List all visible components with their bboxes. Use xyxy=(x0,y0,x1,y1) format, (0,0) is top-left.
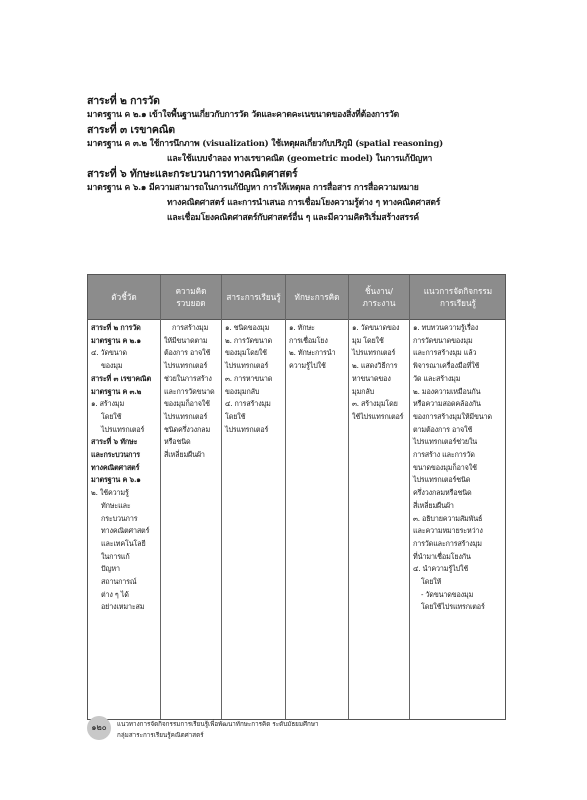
cell-line: ของมุมกลับ xyxy=(225,386,260,396)
cell-line: ๑. สร้างมุม xyxy=(91,399,125,409)
header-task: ชิ้นงาน/ ภาระงาน xyxy=(362,286,396,308)
header-indicator: ตัวชี้วัด xyxy=(111,292,137,302)
learning-plan-table xyxy=(87,274,506,720)
cell-line: ๒. การวัดขนาด xyxy=(225,335,272,345)
cell-line: หรือชนิด xyxy=(164,437,191,447)
cell-line: ทักษะและ xyxy=(101,500,131,510)
cell-line: ๑. ทักษะ xyxy=(289,323,315,332)
cell-line: ๓. การหาขนาด xyxy=(225,373,273,383)
cell-line: อย่างเหมาะสม xyxy=(101,602,145,612)
cell-line: มาตรฐาน ค ๓.๒ xyxy=(91,386,142,396)
col-divider-3 xyxy=(285,275,286,719)
cell-line: หรือความสอดคล้องกัน xyxy=(413,399,481,409)
header-divider xyxy=(88,319,505,320)
page-footer xyxy=(87,711,507,751)
header-thinking-skill: ทักษะการคิด xyxy=(294,292,340,302)
cell-line: และการสร้างมุม แล้ว xyxy=(413,348,477,358)
cell-indicator xyxy=(91,322,159,614)
cell-line: ทางคณิตศาสตร์ xyxy=(101,526,150,536)
cell-line: ใช้ไปรแทรกเตอร์ xyxy=(352,411,404,421)
strand-6-standard-cont-2: และเชื่อมโยงคณิตศาสตร์กับศาสตร์อื่น ๆ และมีความคิดริเริ่มสร้างสรรค์ xyxy=(167,213,419,223)
strand-6-standard-cont-1: ทางคณิตศาสตร์ และการนำเสนอ การเชื่อมโยงความรู้ต่าง ๆ ทางคณิตศาสตร์ xyxy=(167,198,441,208)
cell-line: ของมุมโดยใช้ xyxy=(225,348,267,358)
cell-thinking-skill xyxy=(289,322,347,373)
header-activity: แนวการจัดกิจกรรม การเรียนรู้ xyxy=(423,286,493,308)
cell-line: ช่วยในการสร้าง xyxy=(164,373,212,383)
cell-line: ครึ่งวงกลมหรือชนิด xyxy=(413,488,472,498)
header-concept: ความคิด รวบยอด xyxy=(175,286,207,308)
cell-task xyxy=(352,322,408,424)
cell-line: ของการสร้างมุมให้มีขนาด xyxy=(413,411,492,421)
strand-3-title: สาระที่ ๓ เรขาคณิต xyxy=(87,124,175,136)
cell-line: ๔. การสร้างมุม xyxy=(225,399,271,409)
cell-line: ไปรแทรกเตอร์ชนิด xyxy=(413,475,471,485)
cell-line: ไปรแทรกเตอร์ xyxy=(164,411,208,421)
cell-line: ๑. ทบทวนความรู้เรื่อง xyxy=(413,323,479,332)
col-divider-1 xyxy=(160,275,161,719)
cell-line: ๒. มองความเหมือนกัน xyxy=(413,386,481,396)
cell-line: การสร้าง และการวัด xyxy=(413,450,475,460)
cell-line: ที่นำมาเชื่อมโยงกัน xyxy=(413,551,471,561)
cell-line: ไปรแทรกเตอร์ xyxy=(225,424,269,434)
cell-line: โดยให้ xyxy=(421,577,442,587)
strand-2-title: สาระที่ ๒ การวัด xyxy=(87,95,160,107)
cell-line: การวัดและการสร้างมุม xyxy=(413,538,482,548)
cell-line: สี่เหลี่ยมผืนผ้า xyxy=(164,450,205,460)
cell-line: ๒. ทักษะการนำ xyxy=(289,348,336,358)
footer-text xyxy=(117,719,319,741)
col-divider-2 xyxy=(221,275,222,719)
cell-line: ต่าง ๆ ได้ xyxy=(101,589,129,599)
col-divider-5 xyxy=(409,275,410,719)
footer-book-title: แนวทางการจัดกิจกรรมการเรียนรู้เพื่อพัฒนาทักษะการคิด ระดับมัธยมศึกษา xyxy=(117,721,319,728)
cell-line: โดยใช้ xyxy=(101,411,122,421)
strand-3-standard-cont: และใช้แบบจำลอง ทางเรขาคณิต (geometric model) ในการแก้ปัญหา xyxy=(167,154,433,164)
cell-line: ๔. นำความรู้ไปใช้ xyxy=(413,564,469,574)
cell-line: ไปรแทรกเตอร์ xyxy=(101,424,145,434)
footer-subject: กลุ่มสาระการเรียนรู้คณิตศาสตร์ xyxy=(117,732,204,739)
cell-line: และการวัดขนาด xyxy=(164,386,215,396)
cell-line: ไปรแทรกเตอร์ xyxy=(352,348,396,358)
cell-line: ๑. วัดขนาดของ xyxy=(352,323,400,332)
cell-line: ๓. อธิบายความสัมพันธ์ xyxy=(413,513,483,523)
cell-line: มาตรฐาน ค ๒.๑ xyxy=(91,335,141,345)
cell-line: ไปรแทรกเตอร์ xyxy=(164,361,208,371)
cell-line: ต้องการ อาจใช้ xyxy=(164,348,211,358)
cell-line: ๑. ชนิดของมุม xyxy=(225,323,270,332)
cell-line: สาระที่ ๖ ทักษะ xyxy=(91,437,138,447)
page-number-badge: ๑๒๐ xyxy=(87,716,111,740)
cell-line: และกระบวนการ xyxy=(91,450,140,460)
cell-line: ของมุมก็อาจใช้ xyxy=(164,399,210,409)
cell-line: สถานการณ์ xyxy=(101,577,137,587)
cell-line: ไปรแทรกเตอร์ช่วยใน xyxy=(413,437,478,447)
cell-line: ไปรแทรกเตอร์ xyxy=(225,361,269,371)
strand-6-title: สาระที่ ๖ ทักษะและกระบวนการทางคณิตศาสตร์ xyxy=(87,168,298,180)
col-divider-4 xyxy=(348,275,349,719)
cell-line: และความหมายระหว่าง xyxy=(413,526,483,536)
cell-line: ๓. สร้างมุมโดย xyxy=(352,399,398,409)
cell-line: ตามต้องการ อาจใช้ xyxy=(413,424,473,434)
cell-line: การวัดขนาดของมุม xyxy=(413,335,473,345)
cell-line: ขนาดของมุมก็อาจใช้ xyxy=(413,462,477,472)
cell-concept xyxy=(164,322,220,462)
cell-line: พิจารณาเครื่องมือที่ใช้ xyxy=(413,361,480,371)
cell-line: มุมกลับ xyxy=(352,386,375,396)
cell-line: สาระที่ ๓ เรขาคณิต xyxy=(91,373,151,383)
cell-line: ๒. แสดงวิธีการ xyxy=(352,361,398,371)
cell-line: การเชื่อมโยง xyxy=(289,335,328,345)
cell-line: และเทคโนโลยี xyxy=(101,538,146,548)
cell-line: ๒. ใช้ความรู้ xyxy=(91,488,129,498)
cell-line: หาขนาดของ xyxy=(352,373,391,383)
cell-line: ให้มีขนาดตาม xyxy=(164,335,208,345)
cell-line: ความรู้ไปใช้ xyxy=(289,361,326,371)
cell-line: สี่เหลี่ยมผืนผ้า xyxy=(413,500,454,510)
cell-line: ในการแก้ xyxy=(101,551,130,561)
cell-content xyxy=(225,322,284,436)
cell-line: ทางคณิตศาสตร์ xyxy=(91,462,140,472)
cell-line: วัด และสร้างมุม xyxy=(413,373,461,383)
strand-3-standard: มาตรฐาน ค ๓.๒ ใช้การนึกภาพ (visualization) ใช้เหตุผลเกี่ยวกับปริภูมิ (spatial reasoning) xyxy=(87,139,443,149)
strand-2-standard: มาตรฐาน ค ๒.๑ เข้าใจพื้นฐานเกี่ยวกับการวัด วัดและคาดคะเนขนาดของสิ่งที่ต้องการวัด xyxy=(87,110,399,120)
cell-line: - วัดขนาดของมุม xyxy=(421,589,474,599)
header-content: สาระการเรียนรู้ xyxy=(226,292,281,302)
cell-line: การสร้างมุม xyxy=(172,323,209,332)
cell-line: ของมุม xyxy=(101,361,123,371)
cell-line: โดยใช้ xyxy=(225,411,246,421)
cell-line: มาตรฐาน ค ๖.๑ xyxy=(91,475,141,485)
cell-line: ๔. วัดขนาด xyxy=(91,348,127,358)
cell-line: มุม โดยใช้ xyxy=(352,335,384,345)
standards-block xyxy=(87,94,507,226)
cell-line: สาระที่ ๒ การวัด xyxy=(91,323,141,332)
strand-6-standard: มาตรฐาน ค ๖.๑ มีความสามารถในการแก้ปัญหา การให้เหตุผล การสื่อสาร การสื่อความหมาย xyxy=(87,183,419,193)
cell-activity xyxy=(413,322,505,614)
cell-line: กระบวนการ xyxy=(101,513,138,523)
cell-line: โดยใช้ไปรแทรกเตอร์ xyxy=(421,602,485,612)
cell-line: ปัญหา xyxy=(101,564,120,574)
cell-line: ชนิดครึ่งวงกลม xyxy=(164,424,211,434)
